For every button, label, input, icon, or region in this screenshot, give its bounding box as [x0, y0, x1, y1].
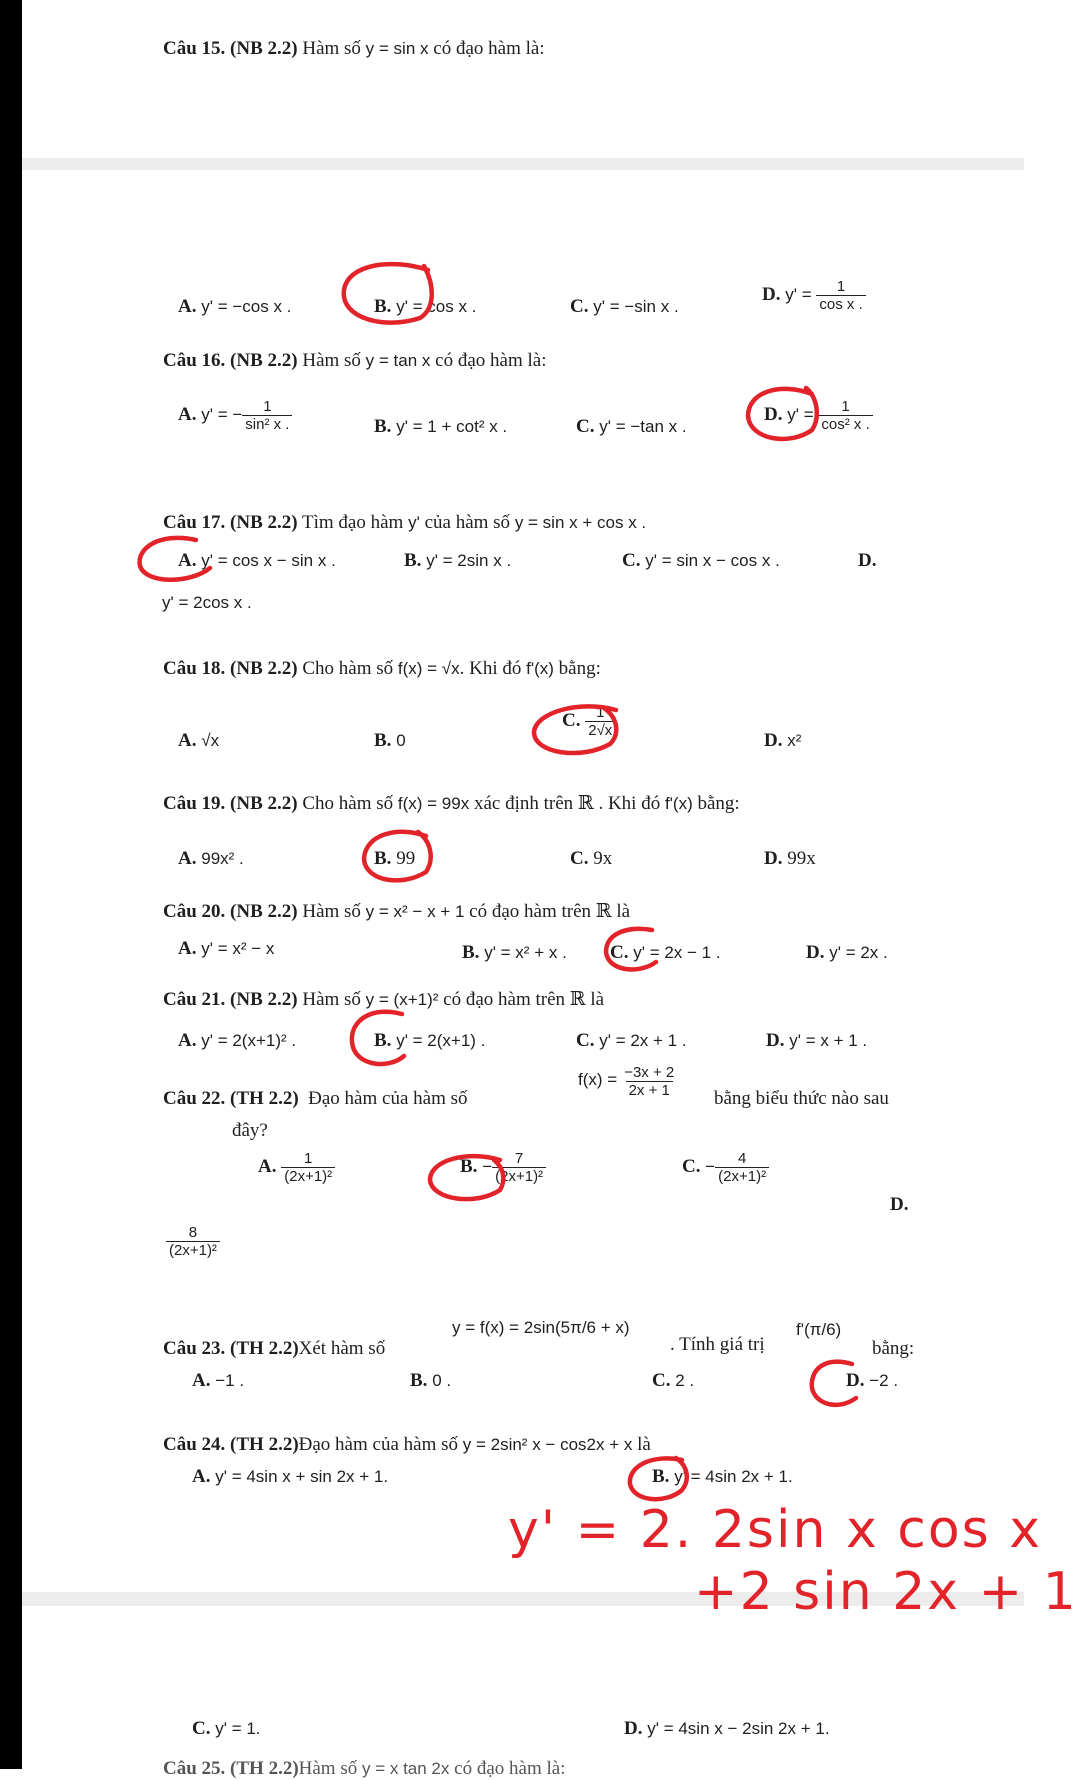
left-black-edge	[0, 0, 22, 1769]
q22-option-d-letter[interactable]: D.	[890, 1194, 909, 1215]
q20-option-c[interactable]: C. y' = 2x − 1 .	[610, 942, 721, 963]
q21-option-a[interactable]: A. y' = 2(x+1)² .	[178, 1030, 297, 1051]
question-17: Câu 17. (NB 2.2) Tìm đạo hàm y' của hàm số y = sin x + cos x .	[163, 512, 647, 533]
q19-option-b[interactable]: B. 99	[374, 848, 416, 869]
q22-function: f(x) = $\frac{-3x + 2}{2x + 1}$	[578, 1064, 675, 1099]
q18-option-c[interactable]: C. $\frac{1}{2√x}$	[562, 704, 615, 739]
q15-option-a[interactable]: A. y' = −cos x .	[178, 296, 292, 317]
q22-option-a[interactable]: A. $\frac{1}{\text{(2x+1)²}}$	[258, 1150, 335, 1185]
question-23: Câu 23. (TH 2.2)Xét hàm số	[163, 1338, 386, 1359]
q19-option-a[interactable]: A. 99x² .	[178, 848, 244, 869]
q20-option-b[interactable]: B. y' = x² + x .	[462, 942, 567, 963]
q15-option-b[interactable]: B. y' = cos x .	[374, 296, 477, 317]
q23-option-d[interactable]: D. −2 .	[846, 1370, 899, 1391]
q23-fprime: f'(π/6)	[796, 1320, 842, 1339]
q18-option-a[interactable]: A. √x	[178, 730, 220, 751]
q22-option-b[interactable]: B. − $\frac{7}{\text{(2x+1)²}}$	[460, 1150, 546, 1185]
q23-option-c[interactable]: C. 2 .	[652, 1370, 695, 1391]
handwriting-line-2: +2 sin 2x + 1	[694, 1562, 1078, 1622]
q24-option-a[interactable]: A. y' = 4sin x + sin 2x + 1.	[192, 1466, 389, 1487]
question-15-title: Câu 15. (NB 2.2)	[163, 38, 298, 59]
q21-option-c[interactable]: C. y' = 2x + 1 .	[576, 1030, 687, 1051]
question-22-tail: bằng biểu thức nào sau	[714, 1088, 889, 1109]
q24-option-c[interactable]: C. y' = 1.	[192, 1718, 261, 1739]
question-23-tail: bằng:	[872, 1338, 915, 1359]
q23-option-a[interactable]: A. −1 .	[192, 1370, 245, 1391]
question-15: Câu 15. (NB 2.2) Hàm số y = sin x có đạo hàm là:	[163, 38, 545, 59]
q17-option-d-expr[interactable]: y' = 2cos x .	[162, 593, 252, 612]
handwriting-line-1: y' = 2. 2sin x cos x	[508, 1500, 1043, 1560]
question-24: Câu 24. (TH 2.2)Đạo hàm của hàm số y = 2sin² x − cos2x + x là	[163, 1434, 651, 1455]
q22-option-d-expr[interactable]: $\frac{8}{\text{(2x+1)²}}$	[166, 1224, 220, 1259]
q21-option-d[interactable]: D. y' = x + 1 .	[766, 1030, 868, 1051]
q19-option-d[interactable]: D. 99x	[764, 848, 816, 869]
q17-option-b[interactable]: B. y' = 2sin x .	[404, 550, 512, 571]
q18-option-d[interactable]: D. x²	[764, 730, 802, 751]
question-21: Câu 21. (NB 2.2) Hàm số y = (x+1)² có đạo hàm trên ℝ là	[163, 989, 605, 1010]
q18-option-b[interactable]: B. 0	[374, 730, 406, 751]
q16-option-d[interactable]: D. y' = $\frac{1}{\text{cos² x .}}$	[764, 398, 873, 433]
q16-option-a[interactable]: A. y' = − $\frac{1}{\text{sin² x .}}$	[178, 398, 292, 433]
q17-option-c[interactable]: C. y' = sin x − cos x .	[622, 550, 780, 571]
q21-option-b[interactable]: B. y' = 2(x+1) .	[374, 1030, 486, 1051]
q20-option-d[interactable]: D. y' = 2x .	[806, 942, 888, 963]
q17-option-d-letter[interactable]: D.	[858, 550, 877, 571]
q24-option-b[interactable]: B. y' = 4sin 2x + 1.	[652, 1466, 793, 1487]
question-19: Câu 19. (NB 2.2) Cho hàm số f(x) = 99x xác định trên ℝ . Khi đó f'(x) bằng:	[163, 793, 740, 814]
q16-option-b[interactable]: B. y' = 1 + cot² x .	[374, 416, 508, 437]
question-18: Câu 18. (NB 2.2) Cho hàm số f(x) = √x. Khi đó f'(x) bằng:	[163, 658, 601, 679]
q23-option-b[interactable]: B. 0 .	[410, 1370, 452, 1391]
q19-option-c[interactable]: C. 9x	[570, 848, 613, 869]
q17-option-a[interactable]: A. y' = cos x − sin x .	[178, 550, 336, 571]
question-23-mid: . Tính giá trị	[670, 1334, 765, 1355]
q24-option-d[interactable]: D. y' = 4sin x − 2sin 2x + 1.	[624, 1718, 830, 1739]
question-25: Câu 25. (TH 2.2)Hàm số y = x tan 2x có đạo hàm là:	[163, 1758, 566, 1779]
q22-option-c[interactable]: C. − $\frac{4}{\text{(2x+1)²}}$	[682, 1150, 769, 1185]
q20-option-a[interactable]: A. y' = x² − x	[178, 938, 275, 959]
q16-option-c[interactable]: C. y' = −tan x .	[576, 416, 687, 437]
question-16: Câu 16. (NB 2.2) Hàm số y = tan x có đạo hàm là:	[163, 350, 547, 371]
question-20: Câu 20. (NB 2.2) Hàm số y = x² − x + 1 có đạo hàm trên ℝ là	[163, 901, 631, 922]
q15-option-c[interactable]: C. y' = −sin x .	[570, 296, 679, 317]
question-22: Câu 22. (TH 2.2) Đạo hàm của hàm số	[163, 1088, 468, 1109]
divider-band-top	[22, 158, 1024, 170]
q23-function: y = f(x) = 2sin(5π/6 + x)	[452, 1318, 630, 1337]
question-22-tail2: đây?	[232, 1120, 268, 1141]
q15-option-d[interactable]: D. y' = $\frac{1}{\text{cos x .}}$	[762, 278, 866, 313]
